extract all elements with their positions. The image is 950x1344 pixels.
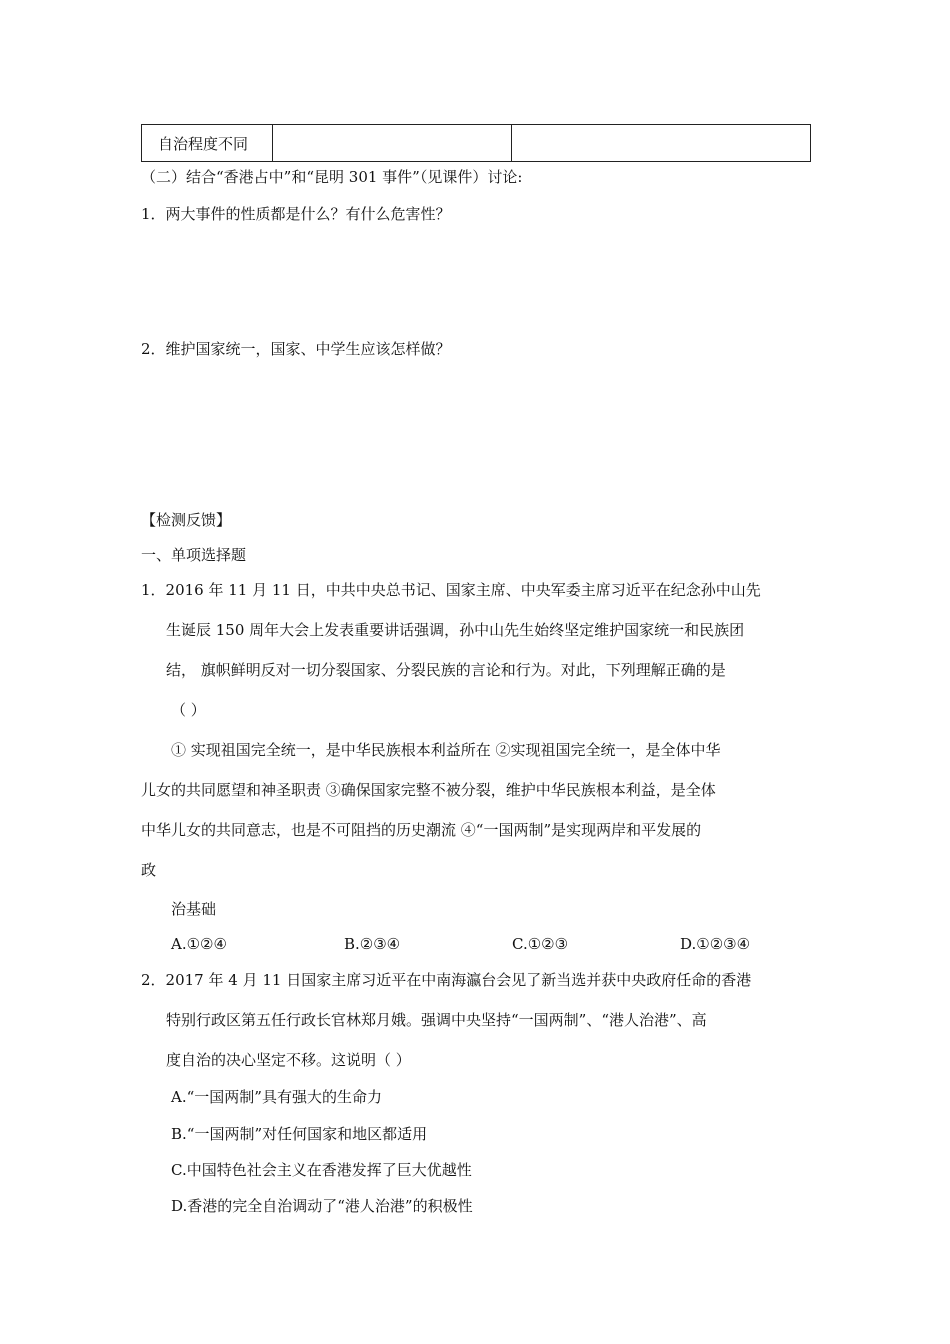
q1-option-a: A.①②④	[171, 935, 227, 953]
table-row	[142, 125, 811, 162]
q2-option-a: A.“一国两制”具有强大的生命力	[171, 1088, 382, 1106]
table-cell	[273, 125, 512, 162]
table-row-label: 自治程度不同	[142, 125, 273, 162]
discussion-question-2: 2．维护国家统一，国家、中学生应该怎样做？	[141, 340, 451, 358]
q1-text-line: 1．2016 年 11 月 11 日，中共中央总书记、国家主席、中央军委主席习近平在纪念孙中山先	[141, 581, 761, 599]
q1-statement-line: 政	[141, 861, 157, 879]
section-heading: 一、单项选择题	[141, 546, 247, 564]
q2-option-d: D.香港的完全自治调动了“港人治港”的积极性	[171, 1197, 473, 1215]
discussion-heading: （二）结合“香港占中”和“昆明 301 事件”（见课件）讨论:	[141, 168, 523, 186]
feedback-title: 【检测反馈】	[141, 511, 232, 529]
q1-statement-line: 中华儿女的共同意志，也是不可阻挡的历史潮流 ④“一国两制”是实现两岸和平发展的	[141, 821, 702, 839]
q1-option-b: B.②③④	[344, 935, 401, 953]
table-cell	[512, 125, 811, 162]
discussion-question-1: 1．两大事件的性质都是什么？有什么危害性？	[141, 205, 451, 223]
q1-option-c: C.①②③	[512, 935, 569, 953]
q1-statement-line: 儿女的共同愿望和神圣职责 ③确保国家完整不被分裂，维护中华民族根本利益，是全体	[141, 781, 716, 799]
q2-option-b: B.“一国两制”对任何国家和地区都适用	[171, 1125, 428, 1143]
q1-answer-blank: （ ）	[171, 701, 206, 719]
q1-statement-line: 治基础	[171, 900, 217, 918]
q2-text-line: 2．2017 年 4 月 11 日国家主席习近平在中南海瀛台会见了新当选并获中央政府任命的香港	[141, 971, 752, 989]
q1-option-d: D.①②③④	[680, 935, 751, 953]
q1-statement-line: ① 实现祖国完全统一，是中华民族根本利益所在 ②实现祖国完全统一，是全体中华	[171, 741, 721, 759]
q2-option-c: C.中国特色社会主义在香港发挥了巨大优越性	[171, 1161, 472, 1179]
q2-text-line: 特别行政区第五任行政长官林郑月娥。强调中央坚持“一国两制”、“港人治港”、高	[166, 1011, 707, 1029]
q2-text-line: 度自治的决心坚定不移。这说明（ ）	[166, 1051, 411, 1069]
q1-text-line: 结， 旗帜鲜明反对一切分裂国家、分裂民族的言论和行为。对此，下列理解正确的是	[166, 661, 726, 679]
comparison-table-fragment	[141, 124, 811, 162]
q1-text-line: 生诞辰 150 周年大会上发表重要讲话强调，孙中山先生始终坚定维护国家统一和民族团	[166, 621, 745, 639]
